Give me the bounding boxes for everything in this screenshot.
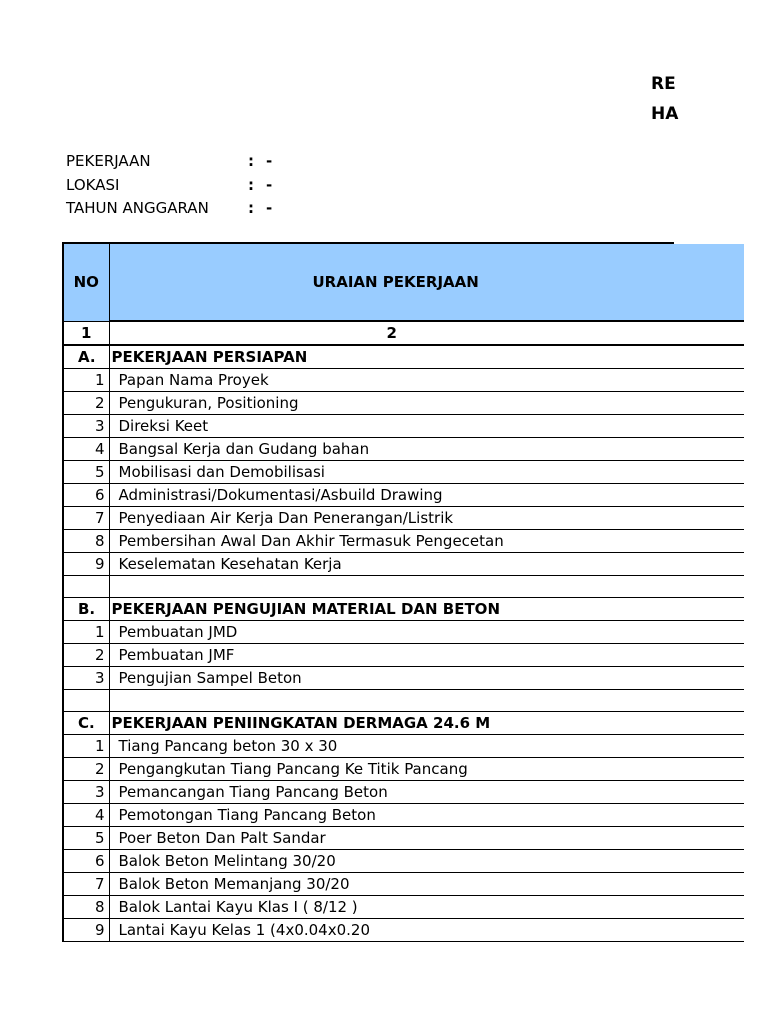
table-row	[64, 850, 744, 873]
table-row	[64, 804, 744, 827]
section-code: A.	[64, 345, 109, 369]
item-description: Poer Beton Dan Palt Sandar	[109, 827, 744, 850]
table-row	[64, 667, 744, 690]
column-index-row	[64, 321, 744, 345]
info-label: PEKERJAAN	[66, 152, 151, 170]
item-number: 7	[64, 873, 109, 896]
item-description: Bangsal Kerja dan Gudang bahan	[109, 438, 744, 461]
work-items-table-container	[62, 242, 674, 942]
item-description: Pembersihan Awal Dan Akhir Termasuk Pengecetan	[109, 530, 744, 553]
spacer-cell	[64, 690, 109, 712]
info-row-lokasi	[66, 174, 272, 198]
spacer-cell	[109, 690, 744, 712]
item-description: Pemancangan Tiang Pancang Beton	[109, 781, 744, 804]
item-number: 2	[64, 758, 109, 781]
item-number: 2	[64, 644, 109, 667]
item-number: 9	[64, 553, 109, 576]
info-value: -	[266, 152, 273, 170]
item-number: 7	[64, 507, 109, 530]
table-row	[64, 553, 744, 576]
table-body	[64, 244, 744, 942]
item-description: Penyediaan Air Kerja Dan Penerangan/Listrik	[109, 507, 744, 530]
table-row	[64, 484, 744, 507]
item-description: Pengukuran, Positioning	[109, 392, 744, 415]
col-index-no: 1	[64, 321, 109, 345]
spacer-cell	[64, 576, 109, 598]
table-row	[64, 758, 744, 781]
info-value: -	[266, 199, 273, 217]
item-number: 5	[64, 461, 109, 484]
item-number: 8	[64, 896, 109, 919]
table-row	[64, 621, 744, 644]
item-number: 1	[64, 369, 109, 392]
item-number: 4	[64, 438, 109, 461]
table-row	[64, 919, 744, 942]
item-number: 6	[64, 484, 109, 507]
table-row	[64, 507, 744, 530]
section-row	[64, 712, 744, 735]
page-title-line-1: RE	[651, 74, 676, 94]
item-description: Administrasi/Dokumentasi/Asbuild Drawing	[109, 484, 744, 507]
work-items-table	[64, 244, 744, 942]
spacer-row	[64, 576, 744, 598]
info-value: -	[266, 175, 273, 194]
section-title: PEKERJAAN PENIINGKATAN DERMAGA 24.6 M	[109, 712, 744, 735]
table-row	[64, 827, 744, 850]
item-description: Balok Beton Memanjang 30/20	[109, 873, 744, 896]
table-row	[64, 461, 744, 484]
item-number: 6	[64, 850, 109, 873]
section-row	[64, 345, 744, 369]
item-description: Pengujian Sampel Beton	[109, 667, 744, 690]
info-label: TAHUN ANGGARAN	[66, 199, 209, 217]
item-number: 3	[64, 781, 109, 804]
item-description: Balok Beton Melintang 30/20	[109, 850, 744, 873]
section-title: PEKERJAAN PENGUJIAN MATERIAL DAN BETON	[109, 598, 744, 621]
col-header-no: NO	[64, 244, 109, 321]
table-row	[64, 415, 744, 438]
info-label: LOKASI	[66, 175, 120, 194]
info-row-tahun-anggaran	[66, 197, 272, 221]
section-code: B.	[64, 598, 109, 621]
table-row	[64, 644, 744, 667]
table-row	[64, 392, 744, 415]
table-row	[64, 735, 744, 758]
item-description: Pemotongan Tiang Pancang Beton	[109, 804, 744, 827]
section-title: PEKERJAAN PERSIAPAN	[109, 345, 744, 369]
section-code: C.	[64, 712, 109, 735]
table-row	[64, 438, 744, 461]
table-row	[64, 896, 744, 919]
table-row	[64, 873, 744, 896]
item-description: Balok Lantai Kayu Klas I ( 8/12 )	[109, 896, 744, 919]
item-number: 9	[64, 919, 109, 942]
item-description: Lantai Kayu Kelas 1 (4x0.04x0.20	[109, 919, 744, 942]
spacer-row	[64, 690, 744, 712]
item-description: Papan Nama Proyek	[109, 369, 744, 392]
page-title-line-2: HA	[651, 104, 679, 124]
table-row	[64, 781, 744, 804]
table-row	[64, 530, 744, 553]
item-description: Direksi Keet	[109, 415, 744, 438]
col-index-uraian: 2	[109, 321, 744, 345]
item-number: 2	[64, 392, 109, 415]
item-description: Mobilisasi dan Demobilisasi	[109, 461, 744, 484]
item-number: 4	[64, 804, 109, 827]
section-row	[64, 598, 744, 621]
item-description: Keselematan Kesehatan Kerja	[109, 553, 744, 576]
info-row-pekerjaan	[66, 150, 272, 174]
project-info	[66, 150, 272, 221]
item-number: 3	[64, 667, 109, 690]
item-number: 1	[64, 621, 109, 644]
table-header-row	[64, 244, 744, 321]
table-row	[64, 369, 744, 392]
col-header-uraian: URAIAN PEKERJAAN	[109, 244, 744, 321]
item-description: Pembuatan JMF	[109, 644, 744, 667]
item-description: Pengangkutan Tiang Pancang Ke Titik Pancang	[109, 758, 744, 781]
item-number: 5	[64, 827, 109, 850]
spacer-cell	[109, 576, 744, 598]
item-number: 8	[64, 530, 109, 553]
item-description: Pembuatan JMD	[109, 621, 744, 644]
item-number: 3	[64, 415, 109, 438]
item-description: Tiang Pancang beton 30 x 30	[109, 735, 744, 758]
info-colon: :	[248, 152, 254, 170]
item-number: 1	[64, 735, 109, 758]
info-colon: :	[248, 199, 254, 217]
info-colon: :	[248, 175, 254, 194]
